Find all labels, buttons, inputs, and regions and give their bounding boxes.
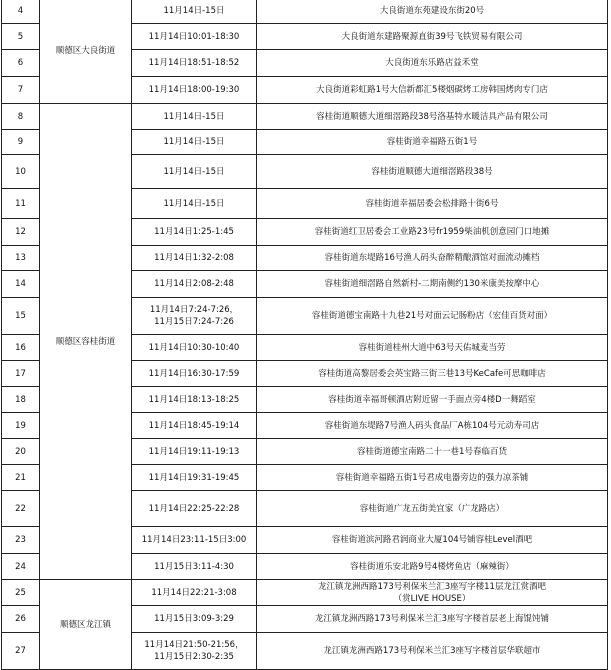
location-cell: 容桂街道红卫居委会工业路23号fr1959柴油机创意园门口地摊 xyxy=(257,219,608,246)
row-number: 13 xyxy=(2,246,40,271)
time-cell: 11月14日16:30-17:59 xyxy=(132,361,257,387)
time-cell: 11月14日19:11-19:13 xyxy=(132,439,257,465)
time-cell: 11月14日1:25-1:45 xyxy=(132,219,257,246)
risk-location-table xyxy=(1,0,608,670)
row-number: 4 xyxy=(2,0,40,24)
time-cell: 11月14日18:00-19:30 xyxy=(132,77,257,104)
table-row xyxy=(2,104,608,130)
location-cell: 龙江镇龙洲西路173号利保米兰汇3座写字楼首层老上海馄饨铺 xyxy=(257,606,608,633)
row-number: 7 xyxy=(2,77,40,104)
location-cell: 容桂街道幸福路五街1号 xyxy=(257,130,608,155)
location-cell: 大良街道东苑建设东街20号 xyxy=(257,0,608,24)
time-cell: 11月14日-15日 xyxy=(132,104,257,130)
row-number: 9 xyxy=(2,130,40,155)
row-number: 26 xyxy=(2,606,40,633)
time-cell: 11月14日-15日 xyxy=(132,189,257,219)
row-number: 5 xyxy=(2,24,40,50)
row-number: 8 xyxy=(2,104,40,130)
row-number: 6 xyxy=(2,50,40,77)
location-cell: 容桂街道德宝南路十九巷21号对面云记肠粉店（宏佳百货对面） xyxy=(257,298,608,335)
area-cell: 顺德区大良街道 xyxy=(40,0,132,104)
row-number: 20 xyxy=(2,439,40,465)
time-cell: 11月14日21:50-21:56， 11月15日2:30-2:35 xyxy=(132,633,257,670)
row-number: 12 xyxy=(2,219,40,246)
location-cell: 容桂街道滨河路君润商业大厦104号铺容桂Level酒吧 xyxy=(257,527,608,554)
time-cell: 11月14日2:08-2:48 xyxy=(132,271,257,298)
location-cell: 容桂街道广龙五街美宜家（广龙路店） xyxy=(257,491,608,527)
row-number: 21 xyxy=(2,465,40,491)
row-number: 10 xyxy=(2,155,40,189)
table-row xyxy=(2,0,608,24)
row-number: 19 xyxy=(2,413,40,439)
row-number: 27 xyxy=(2,633,40,670)
time-cell: 11月14日10:01-18:30 xyxy=(132,24,257,50)
row-number: 14 xyxy=(2,271,40,298)
row-number: 24 xyxy=(2,554,40,580)
location-cell: 容桂街道幸福居委会松排路十街6号 xyxy=(257,189,608,219)
area-cell: 顺德区容桂街道 xyxy=(40,104,132,580)
location-cell: 容桂街道顺德大道细滘路段38号 xyxy=(257,155,608,189)
time-cell: 11月14日19:31-19:45 xyxy=(132,465,257,491)
row-number: 22 xyxy=(2,491,40,527)
time-cell: 11月14日-15日 xyxy=(132,0,257,24)
location-cell: 容桂街道幸福哥顿酒店附近留一手面点旁4楼D一舞蹈室 xyxy=(257,387,608,413)
location-cell: 龙江镇龙洲西路173号利保米兰汇3座写字楼11层龙江赏酒吧 （赏LIVE HOUSE） xyxy=(257,580,608,606)
location-cell: 容桂街道东堤路7号渔人码头食品厂A栋104号元动寿司店 xyxy=(257,413,608,439)
location-cell: 大良街道东乐路店益禾堂 xyxy=(257,50,608,77)
location-cell: 容桂街道德宝南路二十一巷1号春临百货 xyxy=(257,439,608,465)
location-cell: 大良街道东建路聚源直街39号飞铁贸易有限公司 xyxy=(257,24,608,50)
time-cell: 11月15日3:11-4:30 xyxy=(132,554,257,580)
row-number: 15 xyxy=(2,298,40,335)
location-cell: 龙江镇龙洲西路173号利保米兰汇3座写字楼首层华联超市 xyxy=(257,633,608,670)
location-cell: 容桂街道桂州大道中63号天佑城麦当劳 xyxy=(257,335,608,361)
location-cell: 大良街道彩虹路1号大信新都汇5楼烟碳烤工房韩国烤肉专门店 xyxy=(257,77,608,104)
time-cell: 11月14日18:13-18:25 xyxy=(132,387,257,413)
table-row xyxy=(2,580,608,606)
row-number: 17 xyxy=(2,361,40,387)
time-cell: 11月14日10:30-10:40 xyxy=(132,335,257,361)
location-cell: 容桂街道东堤路16号渔人码头奋醉精酿酒馆对面流动摊档 xyxy=(257,246,608,271)
row-number: 16 xyxy=(2,335,40,361)
area-cell: 顺德区龙江镇 xyxy=(40,580,132,670)
time-cell: 11月14日-15日 xyxy=(132,155,257,189)
row-number: 18 xyxy=(2,387,40,413)
time-cell: 11月14日23:11-15日3:00 xyxy=(132,527,257,554)
time-cell: 11月14日22:21-3:08 xyxy=(132,580,257,606)
time-cell: 11月14日22:25-22:28 xyxy=(132,491,257,527)
time-cell: 11月14日18:45-19:14 xyxy=(132,413,257,439)
location-cell: 容桂街道乐安北路9号4楼烤鱼店（麻辣街） xyxy=(257,554,608,580)
location-cell: 容桂街道幸福路五街1号君成电器旁边的强力凉茶铺 xyxy=(257,465,608,491)
row-number: 23 xyxy=(2,527,40,554)
time-cell: 11月15日3:09-3:29 xyxy=(132,606,257,633)
time-cell: 11月14日7:24-7:26， 11月15日7:24-7:26 xyxy=(132,298,257,335)
location-cell: 容桂街道细滘路自然新村-二期南侧约130米康美按摩中心 xyxy=(257,271,608,298)
time-cell: 11月14日-15日 xyxy=(132,130,257,155)
row-number: 25 xyxy=(2,580,40,606)
location-cell: 容桂街道顺德大道细滘路段38号洛基特水暖洁具产品有限公司 xyxy=(257,104,608,130)
location-cell: 容桂街道高黎居委会英宝路三街三巷13号KeCafe可思咖啡店 xyxy=(257,361,608,387)
time-cell: 11月14日1:32-2:08 xyxy=(132,246,257,271)
row-number: 11 xyxy=(2,189,40,219)
time-cell: 11月14日18:51-18:52 xyxy=(132,50,257,77)
